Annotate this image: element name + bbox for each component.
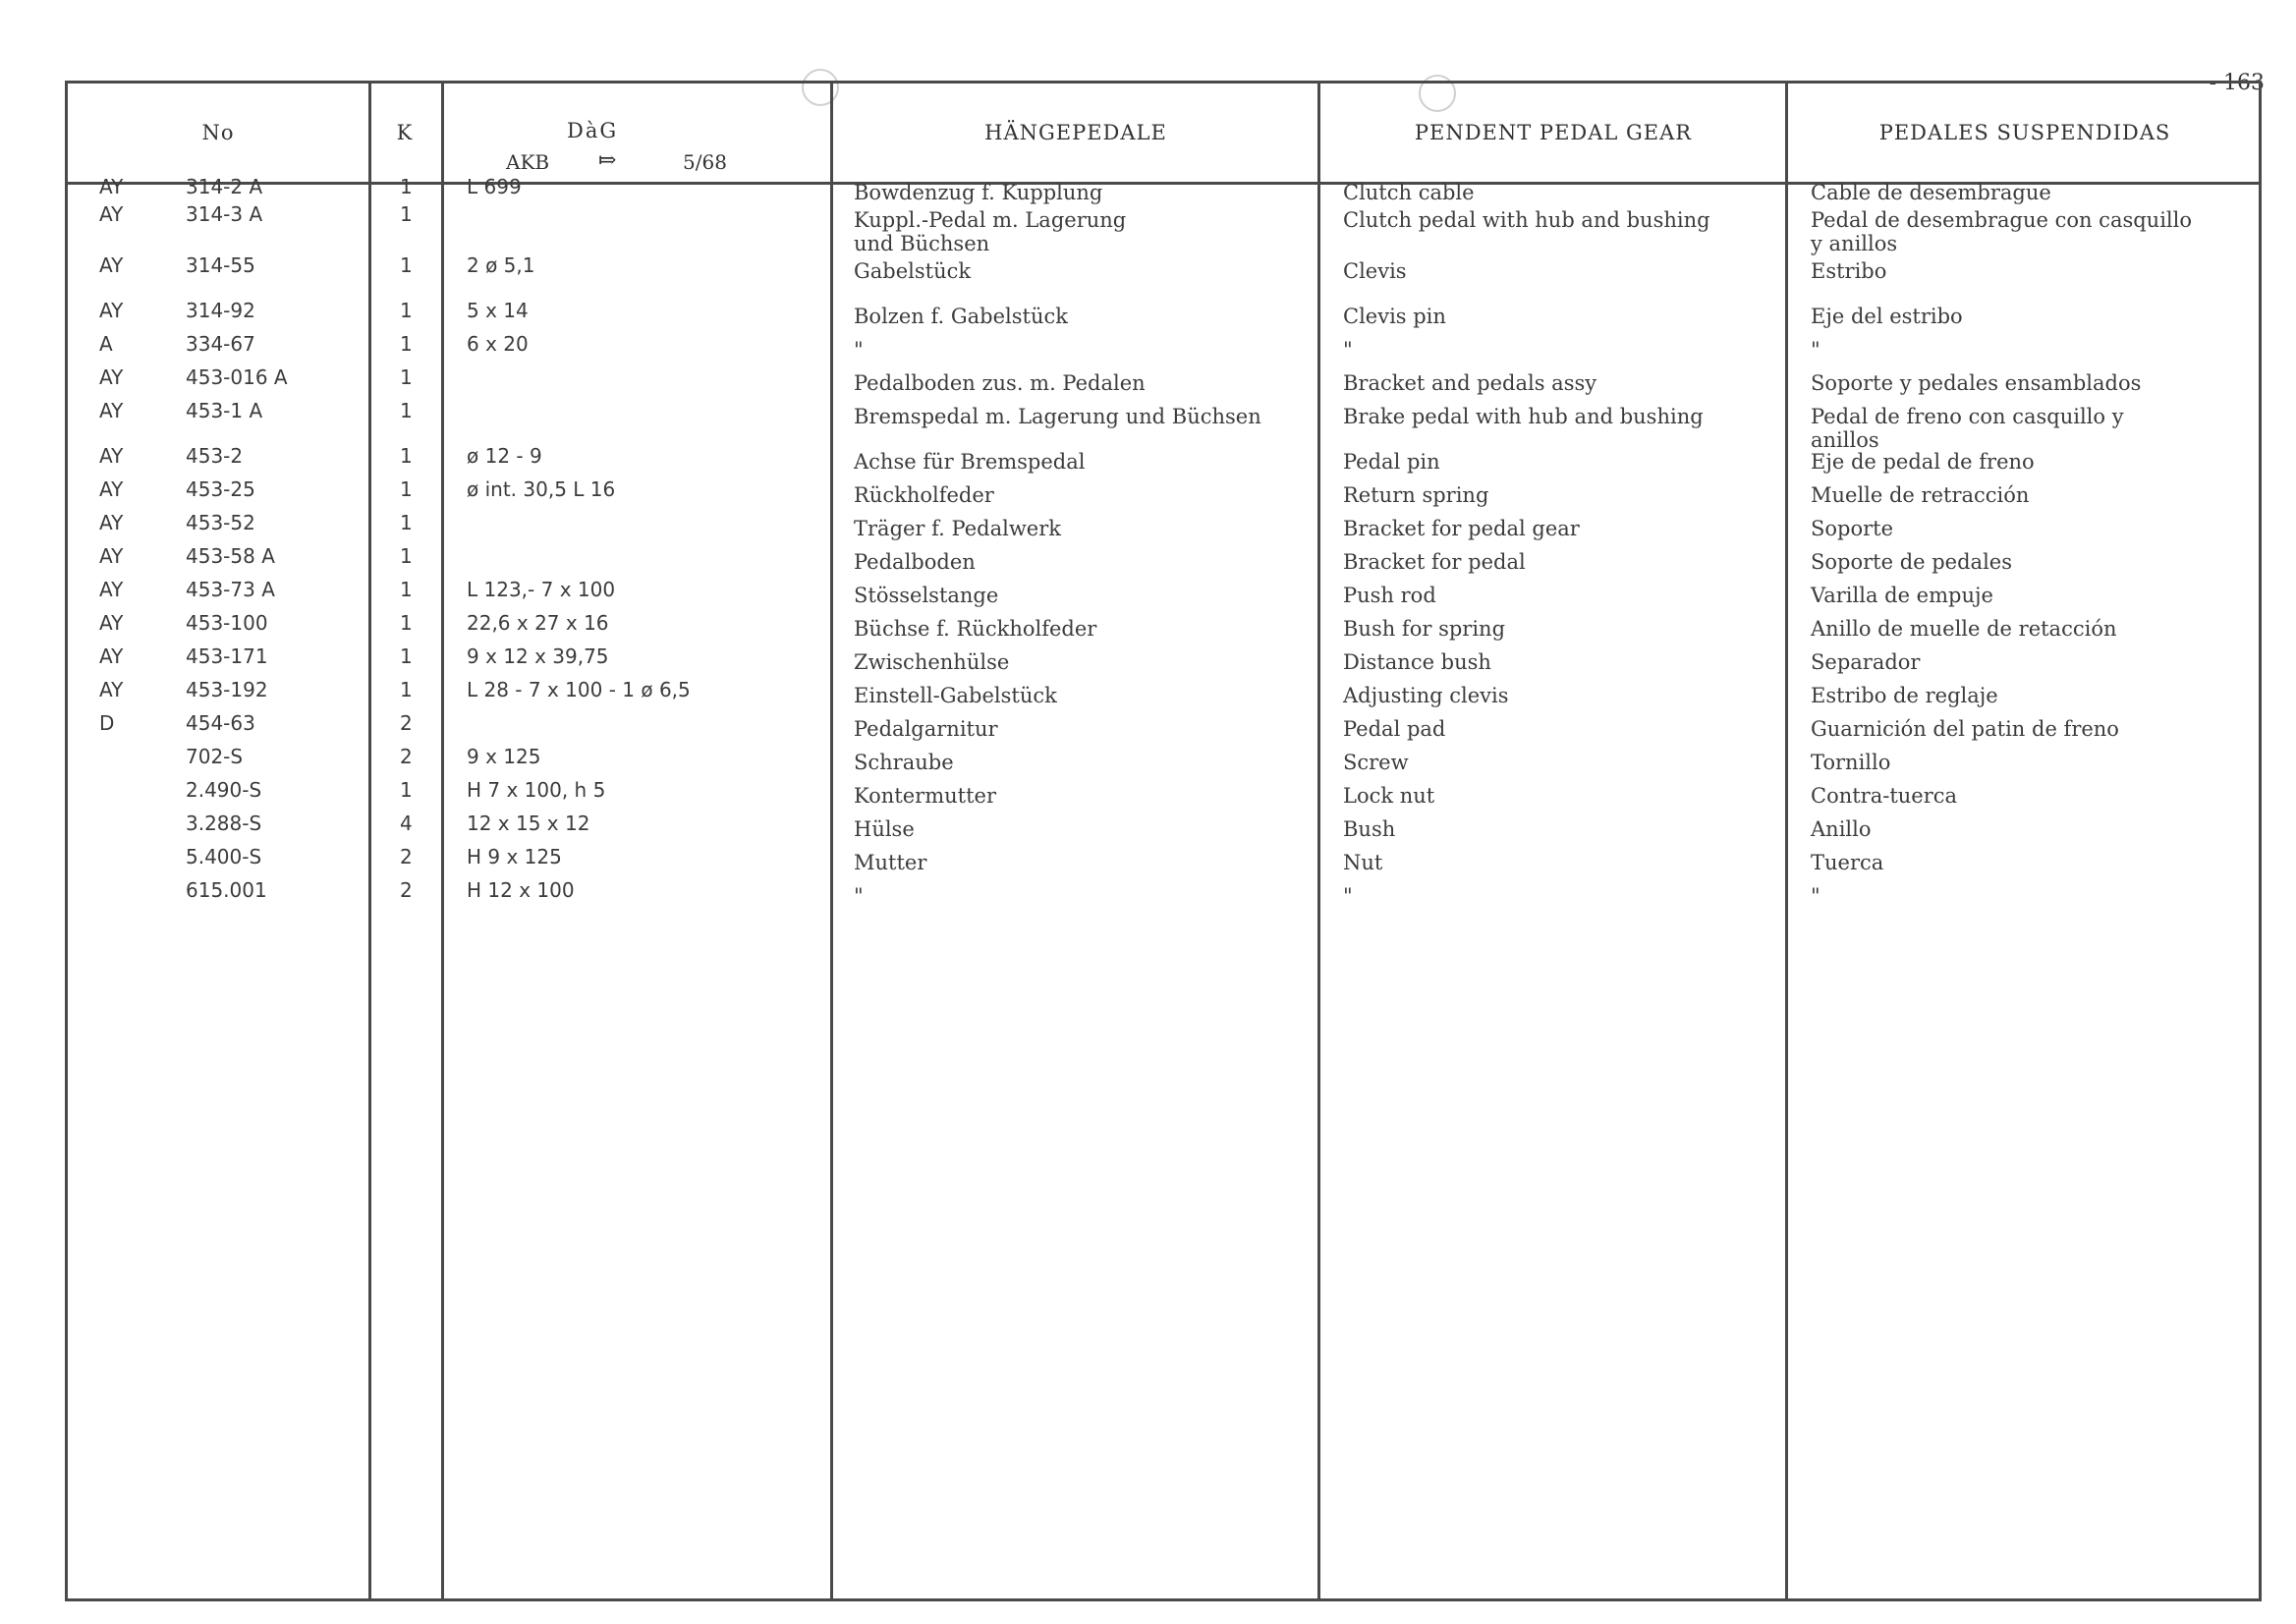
- cell-k: 1: [400, 399, 413, 422]
- cell-k: 2: [400, 878, 413, 902]
- cell-de: Mutter: [854, 851, 927, 874]
- cell-es: Cable de desembrague: [1811, 181, 2051, 204]
- cell-de: ": [854, 884, 864, 908]
- cell-en: ": [1343, 338, 1353, 362]
- cell-k: 1: [400, 644, 413, 668]
- cell-es: Anillo de muelle de retacción: [1811, 617, 2117, 641]
- cell-spec: 9 x 12 x 39,75: [467, 644, 609, 668]
- cell-k: 1: [400, 578, 413, 601]
- cell-de: Bowdenzug f. Kupplung: [854, 181, 1103, 204]
- cell-en: Clevis pin: [1343, 305, 1446, 328]
- cell-k: 1: [400, 202, 413, 226]
- cell-no: 453-192: [186, 678, 268, 701]
- cell-no: 453-73 A: [186, 578, 275, 601]
- cell-no: 314-55: [186, 253, 255, 277]
- cell-k: 2: [400, 711, 413, 735]
- cell-en: Return spring: [1343, 483, 1489, 507]
- cell-no: 615.001: [186, 878, 267, 902]
- cell-k: 1: [400, 477, 413, 501]
- cell-es: Anillo: [1811, 817, 1872, 841]
- cell-en: Adjusting clevis: [1343, 684, 1509, 707]
- cell-no: 453-016 A: [186, 365, 288, 389]
- header-dag: DàG: [567, 119, 619, 142]
- cell-prefix: D: [99, 711, 115, 735]
- cell-en: Lock nut: [1343, 784, 1435, 808]
- cell-es: Contra-tuerca: [1811, 784, 1958, 808]
- cell-prefix: AY: [99, 644, 124, 668]
- cell-spec: ø 12 - 9: [467, 444, 542, 468]
- arrow-icon: ⤇: [598, 148, 617, 173]
- column-divider: [441, 84, 444, 1598]
- cell-spec: 6 x 20: [467, 332, 529, 356]
- cell-prefix: AY: [99, 678, 124, 701]
- cell-prefix: A: [99, 332, 113, 356]
- cell-prefix: AY: [99, 578, 124, 601]
- cell-prefix: AY: [99, 544, 124, 568]
- cell-es: ": [1811, 338, 1820, 362]
- cell-de: Bremspedal m. Lagerung und Büchsen: [854, 405, 1261, 428]
- cell-es: Varilla de empuje: [1811, 584, 1993, 607]
- cell-en: Bush for spring: [1343, 617, 1506, 641]
- cell-k: 1: [400, 299, 413, 322]
- cell-k: 2: [400, 845, 413, 868]
- cell-k: 1: [400, 175, 413, 198]
- cell-en: Nut: [1343, 851, 1383, 874]
- cell-no: 453-1 A: [186, 399, 263, 422]
- header-date: 5/68: [683, 150, 727, 174]
- cell-k: 1: [400, 511, 413, 534]
- cell-en: Pedal pad: [1343, 717, 1446, 741]
- cell-spec: 22,6 x 27 x 16: [467, 611, 609, 635]
- cell-k: 1: [400, 611, 413, 635]
- cell-no: 453-25: [186, 477, 255, 501]
- cell-en: Screw: [1343, 751, 1409, 774]
- cell-es: Soporte: [1811, 517, 1894, 540]
- parts-table: [65, 81, 2262, 1601]
- cell-de-line2: und Büchsen: [854, 232, 990, 255]
- cell-en: Bracket and pedals assy: [1343, 371, 1597, 395]
- cell-en: Brake pedal with hub and bushing: [1343, 405, 1704, 428]
- cell-es: Pedal de desembrague con casquillo: [1811, 208, 2192, 232]
- cell-en: Distance bush: [1343, 650, 1491, 674]
- cell-k: 1: [400, 365, 413, 389]
- cell-de: Pedalgarnitur: [854, 717, 998, 741]
- cell-de: Träger f. Pedalwerk: [854, 517, 1061, 540]
- cell-en: Pedal pin: [1343, 450, 1440, 474]
- cell-spec: L 28 - 7 x 100 - 1 ø 6,5: [467, 678, 691, 701]
- cell-spec: 12 x 15 x 12: [467, 812, 590, 835]
- cell-prefix: AY: [99, 444, 124, 468]
- cell-spec: ø int. 30,5 L 16: [467, 477, 616, 501]
- column-divider: [1317, 84, 1320, 1598]
- column-divider: [830, 84, 833, 1598]
- cell-spec: 2 ø 5,1: [467, 253, 535, 277]
- cell-no: 453-100: [186, 611, 268, 635]
- cell-de: Pedalboden: [854, 550, 976, 574]
- header-spanish: PEDALES SUSPENDIDAS: [1878, 121, 2171, 144]
- cell-es: Pedal de freno con casquillo y: [1811, 405, 2124, 428]
- cell-k: 4: [400, 812, 413, 835]
- column-divider: [1785, 84, 1788, 1598]
- cell-de: Kontermutter: [854, 784, 996, 808]
- header-german: HÄNGEPEDALE: [984, 121, 1167, 144]
- cell-spec: H 12 x 100: [467, 878, 575, 902]
- cell-es: Soporte y pedales ensamblados: [1811, 371, 2142, 395]
- cell-de: Bolzen f. Gabelstück: [854, 305, 1068, 328]
- cell-de: Achse für Bremspedal: [854, 450, 1086, 474]
- cell-no: 2.490-S: [186, 778, 262, 802]
- cell-prefix: AY: [99, 202, 124, 226]
- cell-es: Estribo de reglaje: [1811, 684, 1998, 707]
- cell-en: Bush: [1343, 817, 1396, 841]
- cell-no: 702-S: [186, 745, 244, 768]
- cell-no: 314-3 A: [186, 202, 263, 226]
- cell-en: Clutch pedal with hub and bushing: [1343, 208, 1710, 232]
- cell-en: Clutch cable: [1343, 181, 1475, 204]
- column-divider: [368, 84, 371, 1598]
- cell-prefix: AY: [99, 511, 124, 534]
- cell-k: 1: [400, 678, 413, 701]
- cell-es: Soporte de pedales: [1811, 550, 2012, 574]
- cell-de: Einstell-Gabelstück: [854, 684, 1057, 707]
- cell-es: Tuerca: [1811, 851, 1884, 874]
- cell-es: ": [1811, 884, 1820, 908]
- cell-no: 3.288-S: [186, 812, 262, 835]
- cell-spec: L 123,- 7 x 100: [467, 578, 616, 601]
- cell-de: Gabelstück: [854, 259, 972, 283]
- cell-no: 334-67: [186, 332, 255, 356]
- cell-no: 454-63: [186, 711, 255, 735]
- cell-es-line2: anillos: [1811, 428, 1879, 452]
- cell-es: Eje de pedal de freno: [1811, 450, 2035, 474]
- cell-de: ": [854, 338, 864, 362]
- cell-no: 314-2 A: [186, 175, 263, 198]
- cell-no: 453-52: [186, 511, 255, 534]
- cell-en: ": [1343, 884, 1353, 908]
- cell-k: 1: [400, 253, 413, 277]
- cell-es: Guarnición del patin de freno: [1811, 717, 2119, 741]
- cell-k: 2: [400, 745, 413, 768]
- cell-en: Push rod: [1343, 584, 1436, 607]
- cell-no: 314-92: [186, 299, 255, 322]
- cell-no: 453-58 A: [186, 544, 275, 568]
- cell-prefix: AY: [99, 253, 124, 277]
- cell-es: Eje del estribo: [1811, 305, 1963, 328]
- cell-en: Bracket for pedal gear: [1343, 517, 1580, 540]
- cell-de: Schraube: [854, 751, 954, 774]
- cell-de: Stösselstange: [854, 584, 999, 607]
- header-k: K: [396, 121, 414, 144]
- cell-es: Separador: [1811, 650, 1921, 674]
- cell-spec: H 9 x 125: [467, 845, 562, 868]
- cell-prefix: AY: [99, 175, 124, 198]
- cell-en: Bracket for pedal: [1343, 550, 1526, 574]
- cell-k: 1: [400, 544, 413, 568]
- cell-de: Rückholfeder: [854, 483, 994, 507]
- cell-de: Zwischenhülse: [854, 650, 1010, 674]
- cell-prefix: AY: [99, 477, 124, 501]
- cell-spec: H 7 x 100, h 5: [467, 778, 606, 802]
- cell-es: Estribo: [1811, 259, 1887, 283]
- cell-k: 1: [400, 332, 413, 356]
- cell-no: 453-171: [186, 644, 268, 668]
- cell-spec: 9 x 125: [467, 745, 541, 768]
- cell-no: 453-2: [186, 444, 244, 468]
- cell-de: Kuppl.-Pedal m. Lagerung: [854, 208, 1127, 232]
- cell-es: Tornillo: [1811, 751, 1891, 774]
- cell-prefix: AY: [99, 611, 124, 635]
- cell-spec: L 699: [467, 175, 522, 198]
- cell-es: Muelle de retracción: [1811, 483, 2030, 507]
- header-english: PENDENT PEDAL GEAR: [1414, 121, 1693, 144]
- cell-prefix: AY: [99, 299, 124, 322]
- cell-k: 1: [400, 778, 413, 802]
- cell-en: Clevis: [1343, 259, 1407, 283]
- header-akb: AKB: [506, 150, 550, 174]
- cell-spec: 5 x 14: [467, 299, 529, 322]
- header-no: No: [201, 121, 235, 144]
- cell-de: Büchse f. Rückholfeder: [854, 617, 1097, 641]
- cell-k: 1: [400, 444, 413, 468]
- cell-prefix: AY: [99, 365, 124, 389]
- cell-prefix: AY: [99, 399, 124, 422]
- cell-es-line2: y anillos: [1811, 232, 1898, 255]
- cell-de: Pedalboden zus. m. Pedalen: [854, 371, 1146, 395]
- cell-de: Hülse: [854, 817, 915, 841]
- page-number: - 163: [2209, 71, 2265, 95]
- cell-no: 5.400-S: [186, 845, 262, 868]
